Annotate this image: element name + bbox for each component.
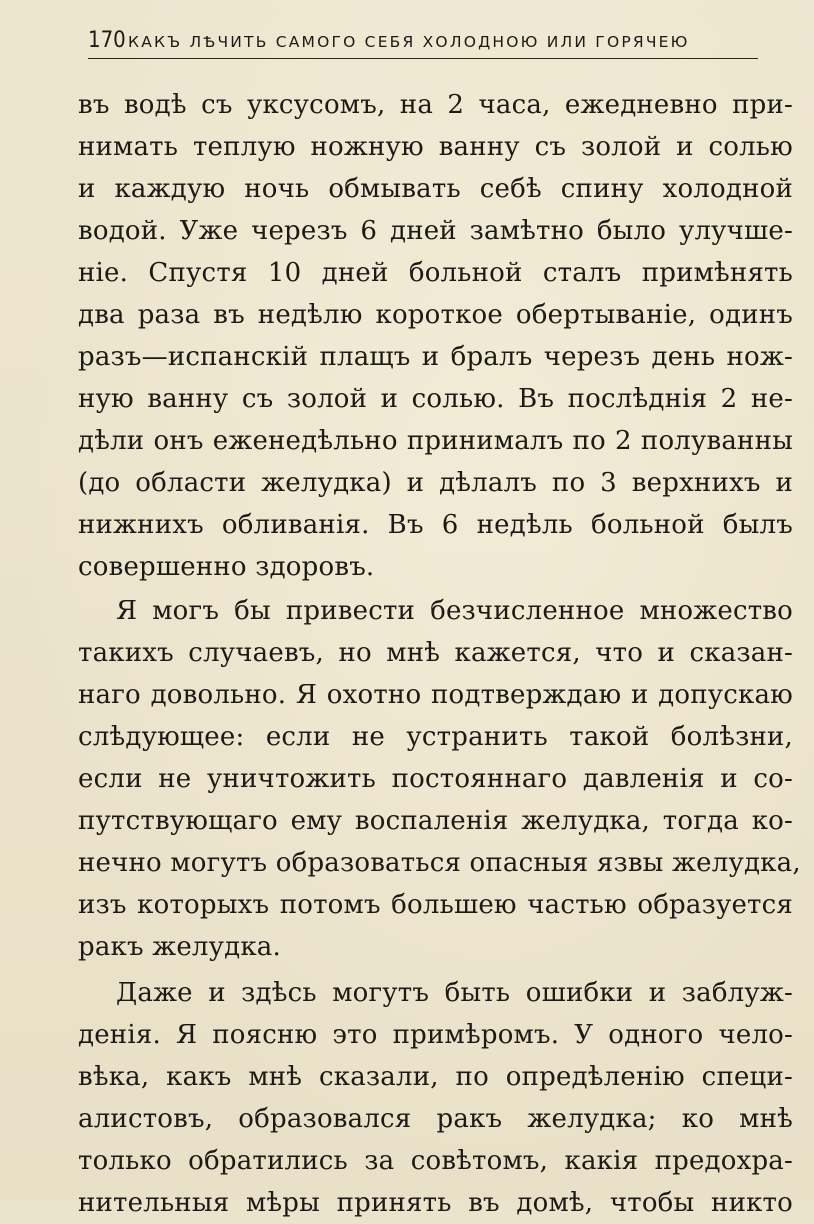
- text-line: разъ—испанскій плащъ и бралъ черезъ день нож-: [78, 342, 793, 372]
- text-line: въ водѣ съ уксусомъ, на 2 часа, ежедневно при-: [78, 90, 793, 120]
- text-line: если не уничтожить постояннаго давленія и со-: [78, 764, 793, 794]
- text-line: денія. Я поясню это примѣромъ. У одного чело-: [78, 1020, 793, 1050]
- text-line: такихъ случаевъ, но мнѣ кажется, что и сказан-: [78, 638, 793, 668]
- text-line: два раза въ недѣлю короткое обертываніе, одинъ: [78, 300, 793, 330]
- text-line: совершенно здоровъ.: [78, 552, 375, 582]
- text-line: нимать теплую ножную ванну съ золой и солью: [78, 132, 793, 162]
- text-line: изъ которыхъ потомъ большею частью образуется: [78, 890, 793, 920]
- text-line: нечно могутъ образоваться опасныя язвы желудка,: [78, 848, 801, 878]
- text-line: ную ванну съ золой и солью. Въ послѣднія 2 не-: [78, 384, 793, 414]
- page-number: 170: [88, 28, 126, 53]
- page-header: [88, 26, 760, 58]
- text-line: дѣли онъ еженедѣльно принималъ по 2 полуванны: [78, 426, 793, 456]
- text-line: алистовъ, образовался ракъ желудка; ко мнѣ: [78, 1104, 793, 1134]
- header-rule: [88, 58, 758, 59]
- text-line: ніе. Спустя 10 дней больной сталъ примѣнять: [78, 258, 793, 288]
- text-line: вѣка, какъ мнѣ сказали, по опредѣленію специ-: [78, 1062, 793, 1092]
- text-line: нительныя мѣры принять въ домѣ, чтобы никто: [78, 1188, 793, 1218]
- text-line: слѣдующее: если не устранить такой болѣзни,: [78, 722, 793, 752]
- text-line: (до области желудка) и дѣлалъ по 3 верхнихъ и: [78, 468, 793, 498]
- text-line: водой. Уже черезъ 6 дней замѣтно было улучше-: [78, 216, 793, 246]
- text-line: ракъ желудка.: [78, 932, 281, 962]
- text-line: Я могъ бы привести безчисленное множество: [116, 596, 793, 626]
- text-line: наго довольно. Я охотно подтверждаю и допускаю: [78, 680, 793, 710]
- text-line: Даже и здѣсь могутъ быть ошибки и заблуж-: [116, 978, 793, 1008]
- running-title: КАКЪ ЛѢЧИТЬ САМОГО СЕБЯ ХОЛОДНОЮ ИЛИ ГОРЯЧЕЮ: [128, 33, 690, 51]
- text-line: и каждую ночь обмывать себѣ спину холодной: [78, 174, 793, 204]
- text-line: только обратились за совѣтомъ, какія предохра-: [78, 1146, 793, 1176]
- text-line: путствующаго ему воспаленія желудка, тогда ко-: [78, 806, 793, 836]
- text-line: нижнихъ обливанія. Въ 6 недѣль больной былъ: [78, 510, 793, 540]
